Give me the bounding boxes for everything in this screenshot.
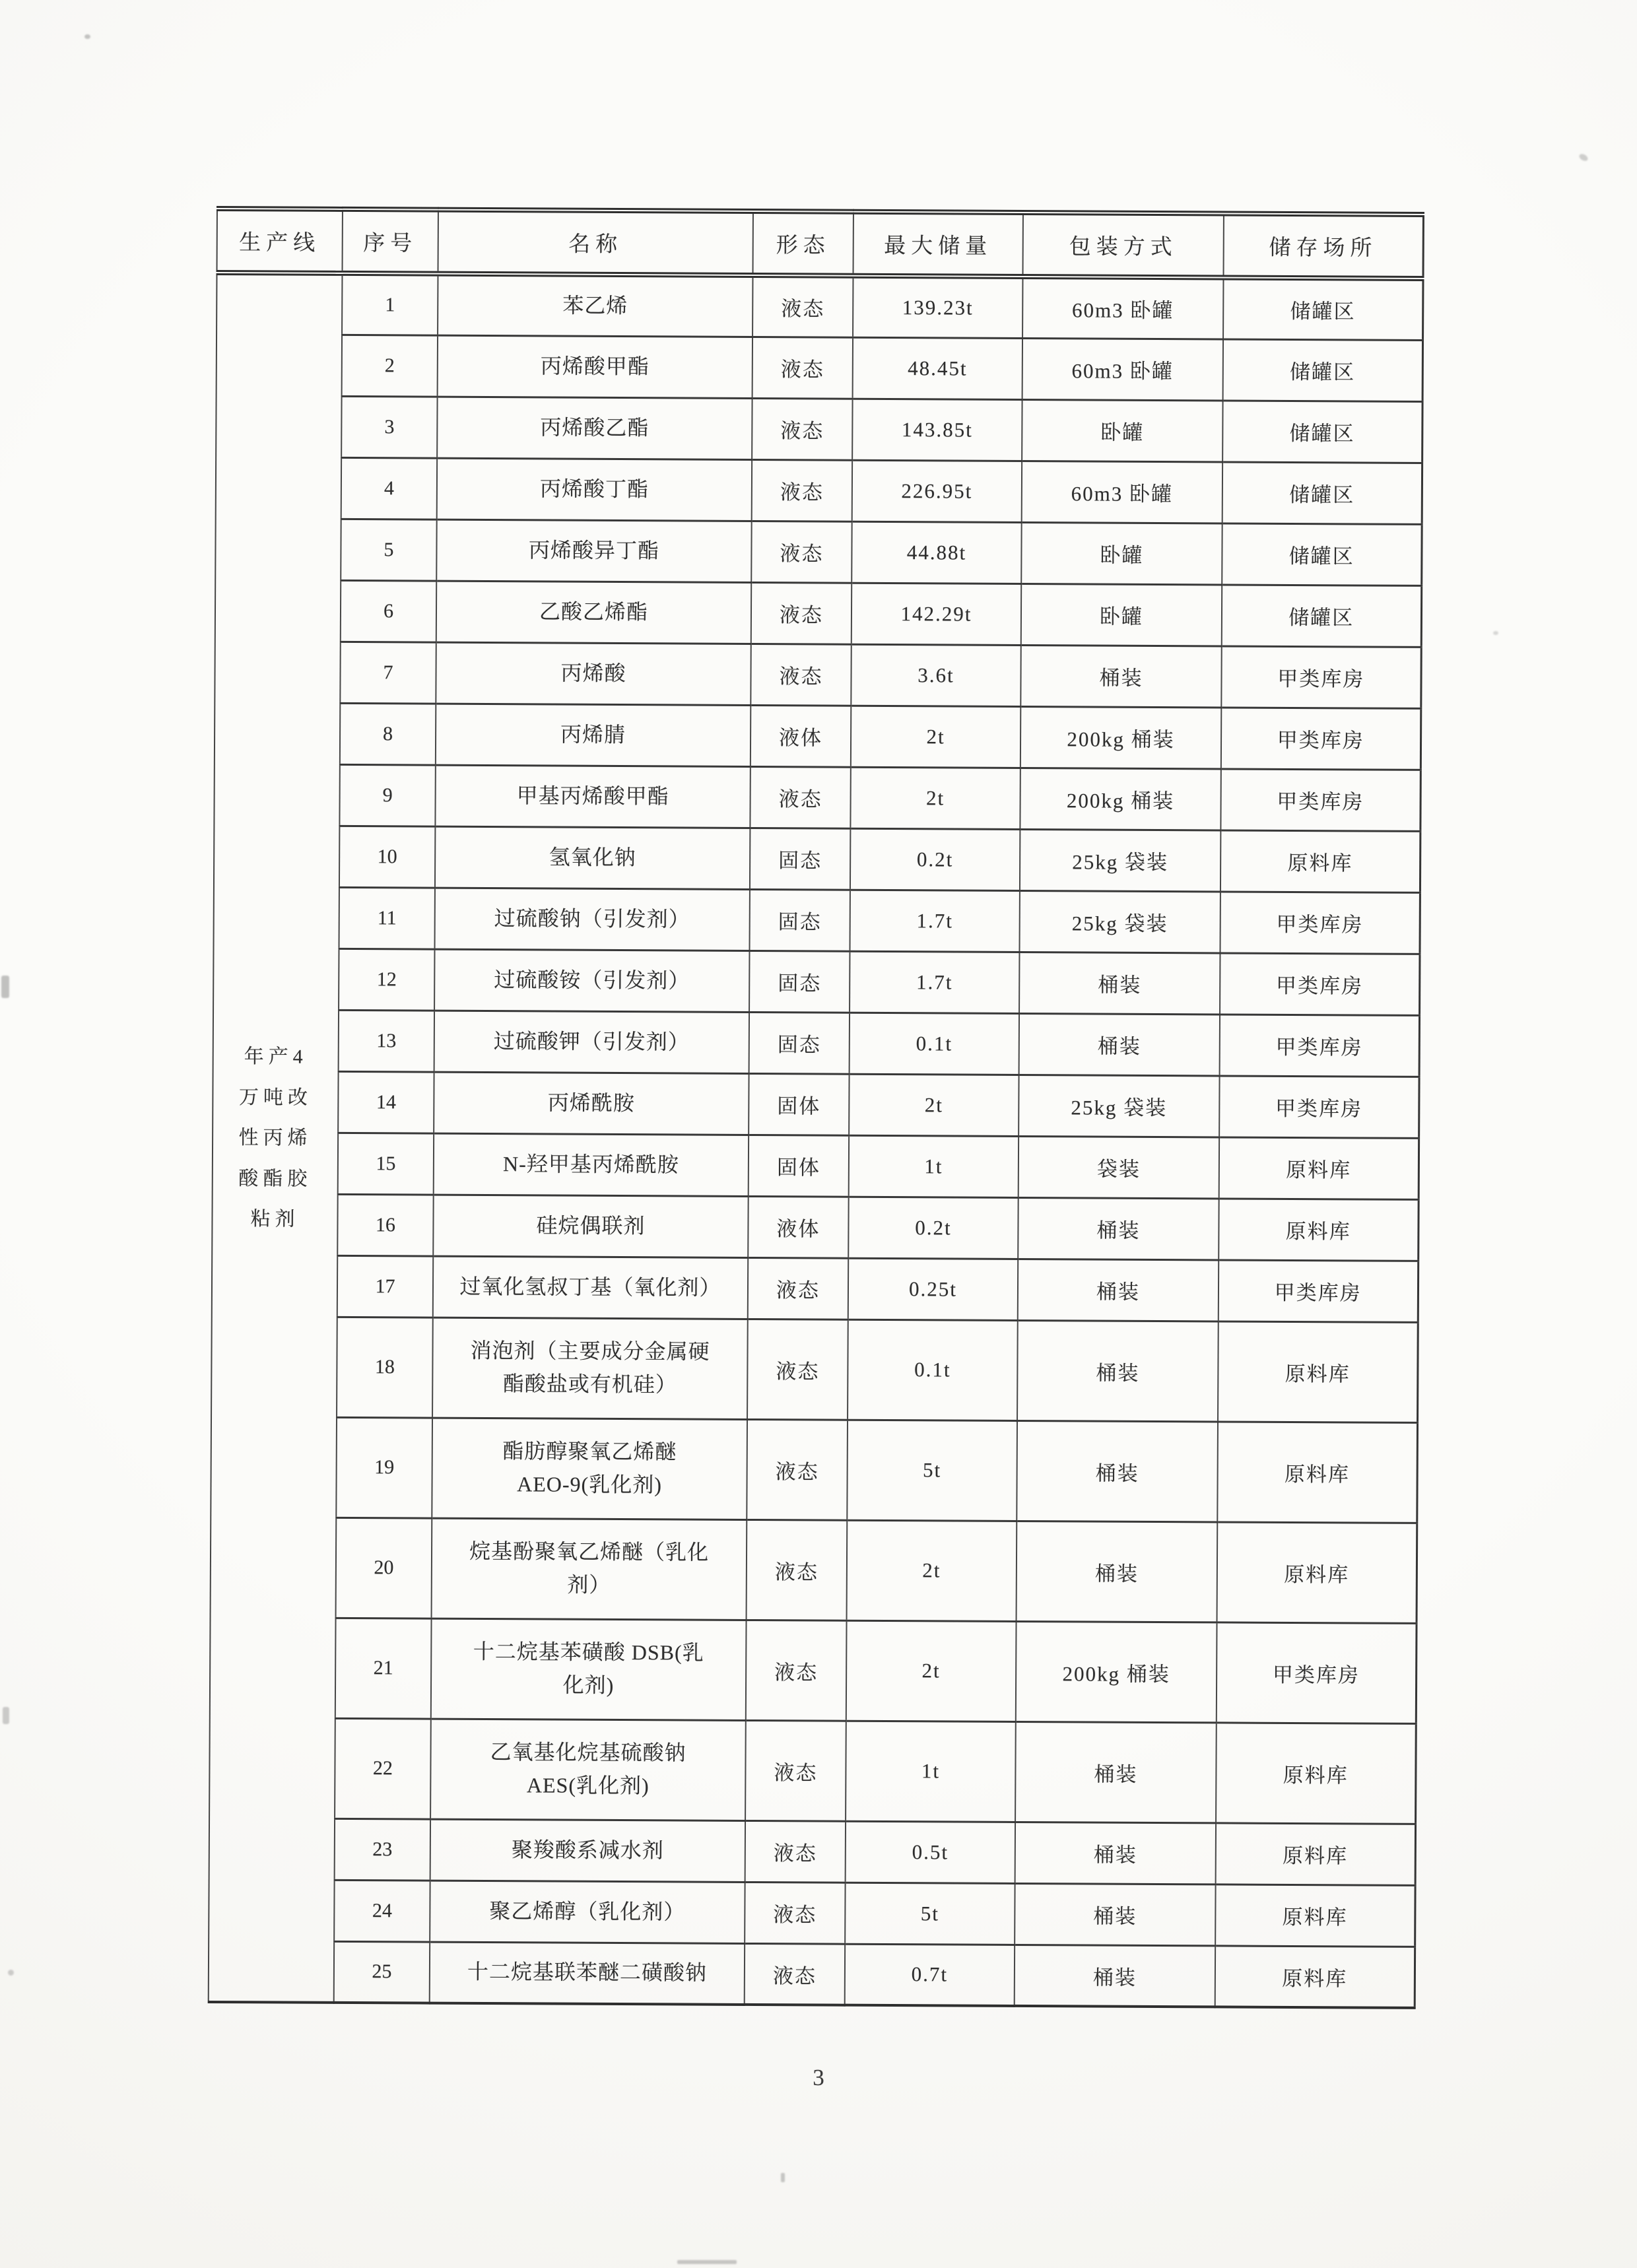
- cell-name: 硅烷偶联剂: [433, 1195, 748, 1257]
- cell-form: 固态: [749, 1012, 850, 1074]
- cell-form: 液态: [751, 644, 851, 706]
- cell-packaging: 桶装: [1018, 1197, 1219, 1259]
- cell-packaging: 卧罐: [1022, 399, 1222, 461]
- cell-packaging: 桶装: [1015, 1883, 1215, 1945]
- cell-serial: 8: [340, 703, 436, 765]
- cell-serial: 2: [342, 335, 438, 397]
- cell-max-storage: 5t: [845, 1883, 1015, 1945]
- scan-speck: [1, 976, 9, 998]
- cell-packaging: 25kg 袋装: [1019, 1075, 1219, 1137]
- cell-location: 原料库: [1218, 1321, 1418, 1422]
- cell-form: 液态: [752, 337, 853, 399]
- header-location: 储存场所: [1223, 213, 1422, 278]
- production-line-cell: [209, 273, 343, 2003]
- cell-name: 丙烯酸乙酯: [437, 397, 752, 459]
- cell-form: 液态: [751, 521, 852, 583]
- cell-name: 聚乙烯醇（乳化剂）: [430, 1881, 745, 1943]
- cell-name: 聚羧酸系减水剂: [430, 1819, 745, 1882]
- cell-form: 液态: [750, 766, 850, 828]
- cell-location: 原料库: [1215, 1945, 1415, 2007]
- cell-location: 原料库: [1216, 1822, 1415, 1884]
- cell-serial: 7: [340, 642, 436, 704]
- cell-serial: 15: [338, 1133, 434, 1195]
- cell-packaging: 200kg 桶装: [1020, 706, 1221, 768]
- cell-form: 液态: [746, 1620, 847, 1721]
- cell-serial: 6: [341, 580, 436, 642]
- table-row: [217, 273, 1422, 340]
- cell-form: 液态: [745, 1720, 846, 1821]
- table-row: [214, 825, 1420, 892]
- cell-form: 固体: [749, 1073, 849, 1135]
- cell-packaging: 桶装: [1015, 1822, 1216, 1884]
- cell-serial: 19: [336, 1417, 432, 1518]
- cell-max-storage: 1t: [849, 1135, 1019, 1197]
- production-line-label: 年产4万吨改性丙烯酸酯胶粘剂: [238, 1046, 312, 1230]
- cell-name: 甲基丙烯酸甲酯: [435, 765, 750, 828]
- cell-serial: 10: [339, 826, 435, 888]
- cell-name: 丙烯酰胺: [434, 1072, 749, 1135]
- cell-max-storage: 0.7t: [845, 1944, 1015, 2006]
- cell-packaging: 60m3 卧罐: [1022, 338, 1223, 400]
- table-row: [215, 518, 1421, 585]
- cell-max-storage: 226.95t: [852, 460, 1022, 522]
- cell-max-storage: 44.88t: [852, 521, 1021, 584]
- table-row: [217, 334, 1422, 401]
- cell-location: 原料库: [1219, 1198, 1418, 1260]
- cell-serial: 13: [339, 1010, 434, 1072]
- table-row: [213, 1071, 1419, 1138]
- cell-packaging: 袋装: [1019, 1136, 1219, 1198]
- cell-name: 消泡剂（主要成分金属硬 酯酸盐或有机硅）: [432, 1317, 748, 1419]
- scan-speck: [8, 1970, 14, 1976]
- cell-packaging: 桶装: [1017, 1521, 1218, 1622]
- cell-location: 原料库: [1220, 830, 1420, 892]
- table-row: [214, 886, 1420, 954]
- cell-form: 液态: [747, 1419, 848, 1520]
- cell-location: 储罐区: [1223, 277, 1422, 339]
- cell-location: 原料库: [1215, 1884, 1415, 1946]
- scan-speck: [3, 1707, 9, 1724]
- cell-serial: 4: [341, 457, 437, 519]
- cell-max-storage: 142.29t: [852, 583, 1021, 645]
- cell-form: 液态: [748, 1257, 848, 1319]
- table-row: [216, 457, 1422, 524]
- cell-serial: 5: [341, 519, 436, 581]
- cell-max-storage: 3.6t: [851, 644, 1020, 706]
- cell-serial: 16: [337, 1194, 433, 1256]
- cell-form: 液态: [745, 1882, 845, 1944]
- cell-name: 苯乙烯: [438, 274, 752, 337]
- table-row: [212, 1193, 1418, 1261]
- cell-packaging: 桶装: [1017, 1320, 1219, 1421]
- cell-form: 固态: [750, 828, 850, 890]
- cell-max-storage: 0.2t: [848, 1197, 1018, 1259]
- table-body: [209, 273, 1423, 2008]
- cell-packaging: 200kg 桶装: [1016, 1621, 1217, 1722]
- header-serial: 序号: [343, 209, 438, 274]
- table-row: [213, 1009, 1419, 1077]
- cell-location: 储罐区: [1222, 400, 1422, 462]
- cell-location: 甲类库房: [1221, 707, 1420, 769]
- cell-form: 固态: [749, 889, 850, 951]
- cell-name: 过硫酸钾（引发剂）: [434, 1011, 749, 1073]
- cell-serial: 23: [335, 1818, 430, 1881]
- cell-serial: 9: [339, 764, 435, 826]
- cell-serial: 24: [334, 1880, 430, 1942]
- cell-form: 液态: [752, 275, 853, 337]
- cell-form: 液态: [751, 582, 852, 644]
- cell-form: 液体: [748, 1196, 848, 1258]
- cell-max-storage: 2t: [851, 706, 1020, 768]
- table-row: [214, 764, 1420, 831]
- cell-max-storage: 48.45t: [853, 337, 1022, 399]
- cell-serial: 20: [336, 1518, 432, 1618]
- cell-form: 液态: [752, 459, 852, 521]
- cell-packaging: 25kg 袋装: [1019, 890, 1220, 952]
- cell-location: 储罐区: [1222, 523, 1421, 585]
- cell-name: 烷基酚聚氧乙烯醚（乳化 剂）: [432, 1518, 747, 1620]
- header-production-line: 生产线: [217, 209, 343, 273]
- table-row: [211, 1316, 1418, 1422]
- table-row: [210, 1617, 1417, 1723]
- header-max-storage: 最大储量: [853, 212, 1022, 277]
- table-row: [215, 702, 1420, 770]
- cell-location: 甲类库房: [1219, 1075, 1419, 1137]
- table-row: [216, 395, 1422, 463]
- cell-serial: 25: [334, 1941, 430, 2003]
- cell-location: 甲类库房: [1220, 1014, 1419, 1076]
- chemical-storage-table: [208, 206, 1424, 2009]
- cell-max-storage: 139.23t: [853, 276, 1022, 338]
- cell-name: 丙烯酸甲酯: [438, 335, 752, 398]
- cell-form: 液态: [747, 1319, 848, 1420]
- cell-name: 丙烯腈: [436, 704, 751, 766]
- cell-form: 液态: [752, 398, 852, 460]
- cell-packaging: 桶装: [1019, 952, 1220, 1014]
- page-number: 3: [813, 2065, 824, 2090]
- cell-max-storage: 0.1t: [848, 1319, 1018, 1420]
- cell-name: 乙酸乙烯酯: [436, 581, 751, 644]
- cell-packaging: 桶装: [1015, 1721, 1217, 1822]
- table-row: [209, 1818, 1415, 1885]
- cell-serial: 21: [335, 1618, 432, 1719]
- cell-name: 乙氧基化烷基硫酸钠 AES(乳化剂): [430, 1719, 746, 1820]
- cell-name: 过硫酸铵（引发剂）: [434, 949, 749, 1012]
- cell-serial: 17: [337, 1255, 433, 1317]
- table-row: [213, 1132, 1419, 1199]
- table-row: [212, 1255, 1418, 1322]
- cell-max-storage: 2t: [850, 767, 1020, 829]
- cell-location: 甲类库房: [1217, 1622, 1417, 1723]
- cell-form: 液态: [745, 1943, 845, 2005]
- cell-serial: 22: [335, 1718, 431, 1819]
- cell-max-storage: 2t: [849, 1074, 1019, 1136]
- cell-max-storage: 2t: [847, 1520, 1017, 1621]
- cell-packaging: 桶装: [1018, 1259, 1219, 1321]
- cell-location: 原料库: [1217, 1421, 1417, 1522]
- cell-serial: 11: [339, 887, 435, 949]
- cell-serial: 3: [341, 396, 437, 458]
- cell-location: 原料库: [1219, 1137, 1419, 1199]
- cell-packaging: 桶装: [1020, 645, 1221, 707]
- cell-name: 氢氧化钠: [435, 826, 750, 889]
- scan-speck: [781, 2173, 785, 2182]
- scan-speck: [1493, 631, 1498, 635]
- cell-serial: 12: [339, 949, 434, 1011]
- cell-form: 液态: [747, 1519, 848, 1620]
- table-header-row: [217, 209, 1423, 279]
- cell-form: 固体: [749, 1135, 849, 1197]
- header-packaging: 包装方式: [1022, 213, 1223, 277]
- cell-max-storage: 1t: [846, 1721, 1016, 1822]
- cell-packaging: 桶装: [1019, 1013, 1220, 1075]
- cell-location: 甲类库房: [1220, 891, 1419, 953]
- cell-name: 十二烷基联苯醚二磺酸钠: [430, 1942, 745, 2005]
- cell-serial: 18: [337, 1317, 433, 1418]
- table-row: [213, 948, 1419, 1015]
- cell-location: 甲类库房: [1221, 646, 1420, 708]
- cell-packaging: 桶装: [1017, 1420, 1218, 1521]
- scan-speck: [84, 34, 90, 39]
- cell-max-storage: 0.2t: [850, 828, 1020, 890]
- cell-max-storage: 143.85t: [852, 399, 1022, 461]
- cell-packaging: 桶装: [1015, 1945, 1215, 2007]
- cell-max-storage: 1.7t: [850, 951, 1019, 1013]
- chemical-storage-table-wrap: [208, 206, 1422, 2009]
- cell-max-storage: 0.5t: [846, 1821, 1015, 1883]
- cell-location: 甲类库房: [1219, 1259, 1418, 1321]
- cell-packaging: 200kg 桶装: [1020, 768, 1220, 830]
- table-row: [215, 580, 1421, 647]
- cell-name: 酯肪醇聚氧乙烯醚 AEO-9(乳化剂): [432, 1418, 747, 1519]
- cell-form: 液体: [751, 705, 851, 767]
- cell-max-storage: 0.25t: [848, 1258, 1018, 1320]
- cell-location: 储罐区: [1223, 339, 1422, 401]
- cell-packaging: 60m3 卧罐: [1022, 277, 1223, 339]
- cell-max-storage: 5t: [847, 1420, 1017, 1521]
- cell-name: 十二烷基苯磺酸 DSB(乳 化剂): [431, 1618, 747, 1720]
- cell-serial: 1: [342, 273, 438, 335]
- cell-name: 过氧化氢叔丁基（氧化剂）: [433, 1256, 748, 1319]
- cell-form: 液态: [745, 1820, 846, 1883]
- table-row: [209, 1879, 1415, 1947]
- cell-name: 丙烯酸丁酯: [437, 458, 752, 521]
- cell-name: N-羟甲基丙烯酰胺: [434, 1133, 749, 1196]
- cell-name: 丙烯酸: [436, 642, 751, 705]
- header-name: 名称: [438, 210, 753, 275]
- cell-packaging: 卧罐: [1021, 584, 1222, 646]
- scan-speck: [1578, 152, 1589, 162]
- cell-max-storage: 1.7t: [850, 890, 1019, 952]
- scan-speck: [677, 2260, 737, 2264]
- cell-name: 丙烯酸异丁酯: [436, 519, 751, 582]
- cell-location: 原料库: [1216, 1722, 1416, 1823]
- cell-location: 甲类库房: [1220, 952, 1419, 1015]
- header-form: 形态: [752, 211, 853, 276]
- table-row: [209, 1718, 1416, 1824]
- cell-location: 原料库: [1217, 1521, 1417, 1622]
- table-row: [211, 1417, 1417, 1523]
- cell-location: 储罐区: [1222, 584, 1421, 646]
- table-row: [215, 641, 1420, 708]
- cell-packaging: 60m3 卧罐: [1022, 461, 1222, 523]
- cell-max-storage: 0.1t: [850, 1013, 1019, 1075]
- cell-location: 储罐区: [1222, 461, 1422, 523]
- table-row: [211, 1517, 1417, 1623]
- table-row: [209, 1941, 1415, 2008]
- cell-location: 甲类库房: [1220, 768, 1420, 830]
- cell-form: 固态: [749, 951, 850, 1013]
- cell-packaging: 25kg 袋装: [1020, 829, 1220, 891]
- cell-max-storage: 2t: [846, 1620, 1017, 1721]
- cell-packaging: 卧罐: [1021, 522, 1222, 584]
- cell-serial: 14: [338, 1071, 434, 1133]
- cell-name: 过硫酸钠（引发剂）: [435, 888, 750, 951]
